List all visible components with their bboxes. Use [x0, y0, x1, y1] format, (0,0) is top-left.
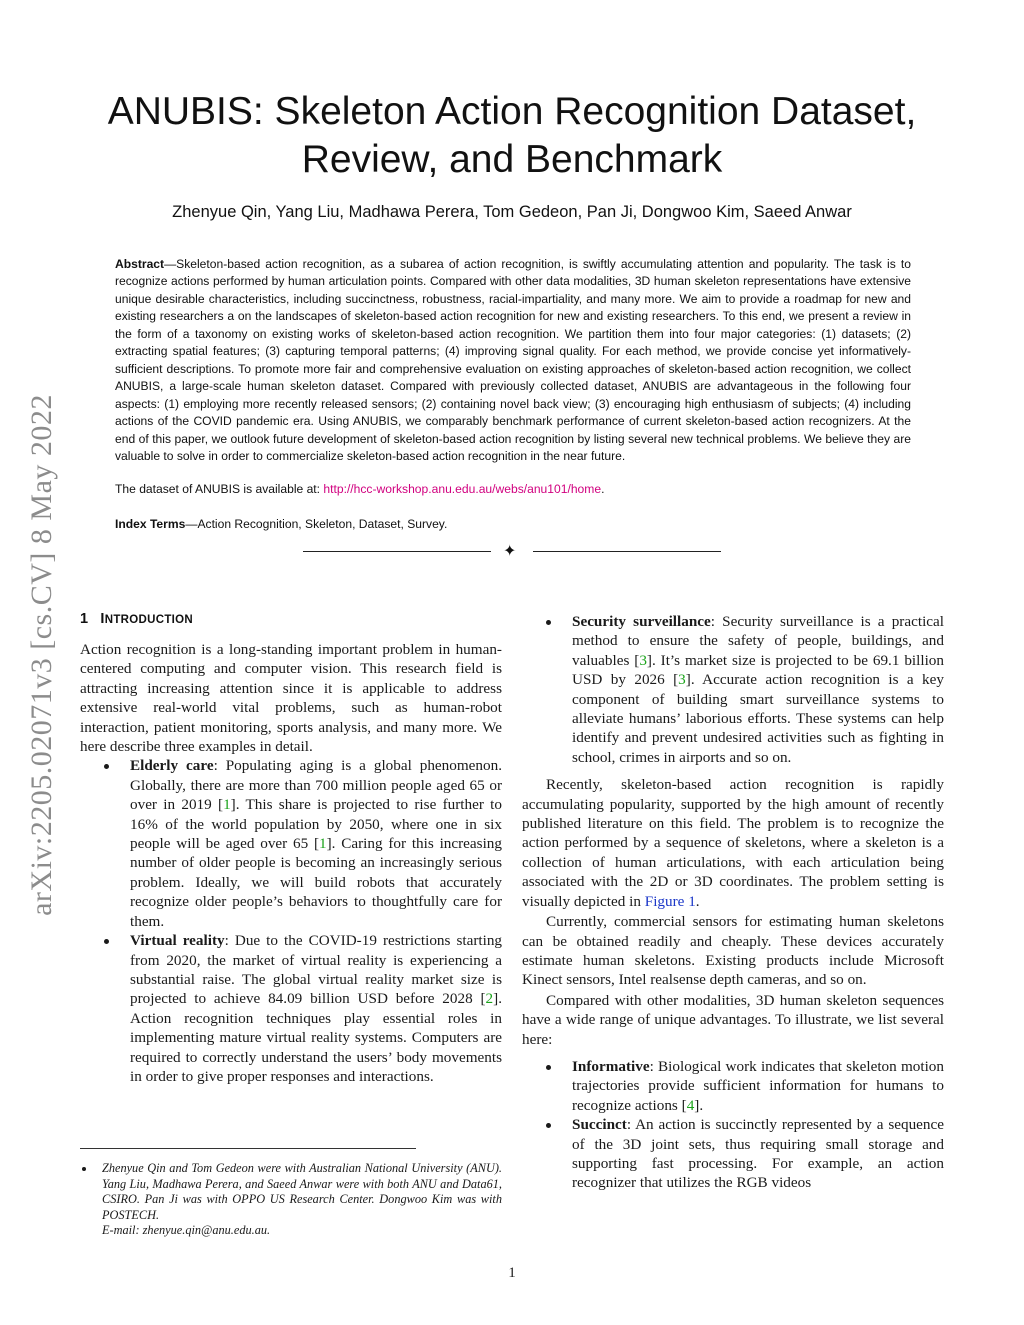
bullet-text: ]. Accurate action recognition is a key component of building smart surveillance systems to alleviate humans’ laborious efforts. These systems can help identify and prevent undesired activities such as fighting in school, crimes in airports and so on.: [572, 671, 944, 766]
section-heading: [80, 611, 193, 627]
divider-diamond-icon: ✦: [503, 541, 517, 560]
figure-link[interactable]: Figure 1: [644, 892, 696, 910]
list-item-elderly-care: [80, 756, 502, 931]
availability-prefix: The dataset of ANUBIS is available at:: [115, 482, 324, 496]
paragraph-text: .: [695, 892, 700, 910]
citation-link[interactable]: 4: [686, 1096, 695, 1114]
dataset-link[interactable]: http://hcc-workshop.anu.edu.au/webs/anu101/home: [323, 482, 602, 496]
paragraph-advantages: Compared with other modalities, 3D human skeleton sequences have a wide range of unique advantages. To illustrate, we list several here:: [522, 991, 944, 1048]
dataset-availability: [115, 482, 604, 496]
author-list: Zhenyue Qin, Yang Liu, Madhawa Perera, Tom Gedeon, Pan Ji, Dongwoo Kim, Saeed Anwar: [172, 203, 852, 221]
page-number: 1: [508, 1265, 516, 1281]
arxiv-stamp: [22, 350, 62, 960]
footnote-bullet-icon: [82, 1167, 86, 1171]
list-item-virtual-reality: [80, 931, 502, 1086]
section-title-rest: NTRODUCTION: [104, 614, 193, 626]
bullet-text: ].: [694, 1096, 704, 1114]
bullet-text: ]. This share is projected to rise further to 16% of the world population by 2050, where one in six people will be aged over 65 [: [130, 796, 502, 853]
divider-rule-left: [303, 551, 491, 552]
paper-title: [80, 88, 944, 184]
section-title-initial: I: [100, 611, 105, 627]
bullet-text: ]. Action recognition techniques play essential roles in implementing mature virtual reality systems. Computers are required to correctly understand the users’ body movements in order to give proper responses and interactions.: [130, 990, 502, 1085]
citation-link[interactable]: 3: [639, 651, 647, 669]
footnote-email: E-mail: zhenyue.qin@anu.edu.au.: [102, 1223, 271, 1238]
bullet-term: Security surveillance: [572, 613, 711, 630]
list-item-succinct: [522, 1115, 944, 1193]
bullet-text: ]. Caring for this increasing number of older people is becoming an increasingly serious problem. Ideally, we will build robots that accurately recognize older people’s behaviors to thoughtfully care for them.: [130, 835, 502, 930]
title-line-1: ANUBIS: Skeleton Action Recognition Dataset,: [107, 90, 917, 133]
citation-link[interactable]: 1: [223, 796, 231, 814]
footnote-affiliations: Zhenyue Qin and Tom Gedeon were with Australian National University (ANU). Yang Liu, Madhawa Perera, and Saeed Anwar were with both ANU and Data61, CSIRO. Pan Ji was with OPPO US Research Center. Dongwoo Kim was with POSTECH.: [102, 1161, 502, 1222]
title-line-2: Review, and Benchmark: [301, 138, 723, 181]
divider-rule-right: [533, 551, 721, 552]
arxiv-stamp-text: arXiv:2205.02071v3 [cs.CV] 8 May 2022: [25, 394, 58, 916]
availability-suffix: .: [601, 482, 605, 496]
bullet-term: Virtual reality: [130, 932, 225, 950]
index-terms-label: Index Terms: [115, 517, 186, 531]
bullet-text: : An action is succinctly represented by a sequence of the 3D joint sets, thus requiring small storage and supporting fast processing. For example, an action recognizer that utilizes the RGB videos: [572, 1116, 944, 1192]
bullet-icon: [546, 1123, 551, 1128]
advantages-list: [522, 1057, 944, 1193]
footnote-rule: [80, 1148, 416, 1149]
index-terms-text: —Action Recognition, Skeleton, Dataset, Survey.: [185, 517, 448, 531]
index-terms: [115, 517, 447, 531]
security-list: [522, 612, 944, 767]
citation-link[interactable]: 3: [678, 671, 686, 689]
bullet-text: : Biological work indicates that skeleton motion trajectories provide sufficient information for humans to recognize actions [: [572, 1057, 944, 1114]
bullet-text: : Security surveillance is a practical method to ensure the safety of people, buildings, and valuables [: [572, 613, 944, 669]
right-column: [522, 612, 944, 1193]
bullet-text: : Due to the COVID-19 restrictions starting from 2020, the market of virtual reality is experiencing a substantial raise. The global virtual reality market size is projected to achieve 84.09 billion USD before 2028 [: [130, 932, 503, 1008]
section-number: 1: [80, 611, 89, 627]
abstract: [115, 256, 911, 465]
bullet-term: Informative: [572, 1057, 650, 1075]
citation-link[interactable]: 1: [319, 835, 327, 853]
examples-list: [80, 756, 502, 1086]
abstract-label: Abstract: [115, 257, 165, 271]
bullet-icon: [104, 764, 109, 769]
citation-link[interactable]: 2: [485, 990, 494, 1008]
bullet-icon: [546, 1065, 551, 1070]
paragraph-text: Recently, skeleton-based action recognition is rapidly accumulating popularity, supported by the high amount of recently published literature on this field. The problem is to recognize the action performed by a sequence of skeletons, where a skeleton is a collection of human articulations, with each articulation being associated with the 2D or 3D coordinates. The problem setting is visually depicted in: [522, 776, 944, 910]
paragraph-sensors: Currently, commercial sensors for estimating human skeletons can be obtained readily and cheaply. These devices accurately estimate human skeletons. Existing products include Microsoft Kinect sensors, Intel realsense depth cameras, and so on.: [522, 913, 944, 989]
author-footnote: [80, 1161, 502, 1239]
bullet-icon: [104, 939, 109, 944]
paragraph-skeleton-recognition: [522, 775, 944, 911]
list-item-security-surveillance: [522, 612, 944, 767]
left-column: [80, 640, 502, 1086]
bullet-text: ]. It’s market size is projected to be 69.1 billion USD by 2026 [: [572, 651, 944, 689]
bullet-icon: [546, 620, 551, 625]
list-item-informative: [522, 1057, 944, 1115]
bullet-term: Succinct: [572, 1116, 627, 1134]
bullet-text: : Populating aging is a global phenomenon. Globally, there are more than 700 million people aged 65 or over in 2019 [: [130, 757, 502, 814]
abstract-text: —Skeleton-based action recognition, as a subarea of action recognition, is swiftly accumulating attention and popularity. The task is to recognize actions performed by human articulation points. Compared with other data modalities, 3D human skeleton representations have extensive unique desirable characteristics, including succinctness, robustness, racial-impartiality, and many more. We aim to provide a roadmap for new and existing researchers a on the landscapes of skeleton-based action recognition for new and existing researchers. To this end, we present a review in the form of a taxonomy on existing works of skeleton-based action recognition. We partition them into four major categories: (1) datasets; (2) extracting spatial features; (3) capturing temporal patterns; (4) improving signal quality. For each method, we provide concise yet informatively-sufficient descriptions. To promote more fair and comprehensive evaluation on existing approaches of skeleton-based action recognition, we collect ANUBIS, a large-scale human skeleton dataset. Compared with previously collected dataset, ANUBIS are advantageous in the following four aspects: (1) employing more recently released sensors; (2) containing novel back view; (3) encouraging high enthusiasm of subjects; (4) including actions of the COVID pandemic era. Using ANUBIS, we comparably benchmark performance of current skeleton-based action recognizers. At the end of this paper, we outlook future development of skeleton-based action recognition by listing several new technical problems. We believe they are valuable to solve in order to commercialize skeleton-based action recognition in the near future.: [115, 257, 911, 463]
intro-paragraph: Action recognition is a long-standing important problem in human-centered computing and computer vision. This research field is attracting increasing attention since it is applicable to address extensive real-world vital problems, such as human-robot interaction, patient monitoring, sports analysis, and many more. We here describe three examples in detail.: [80, 641, 502, 756]
bullet-term: Elderly care: [130, 757, 214, 775]
